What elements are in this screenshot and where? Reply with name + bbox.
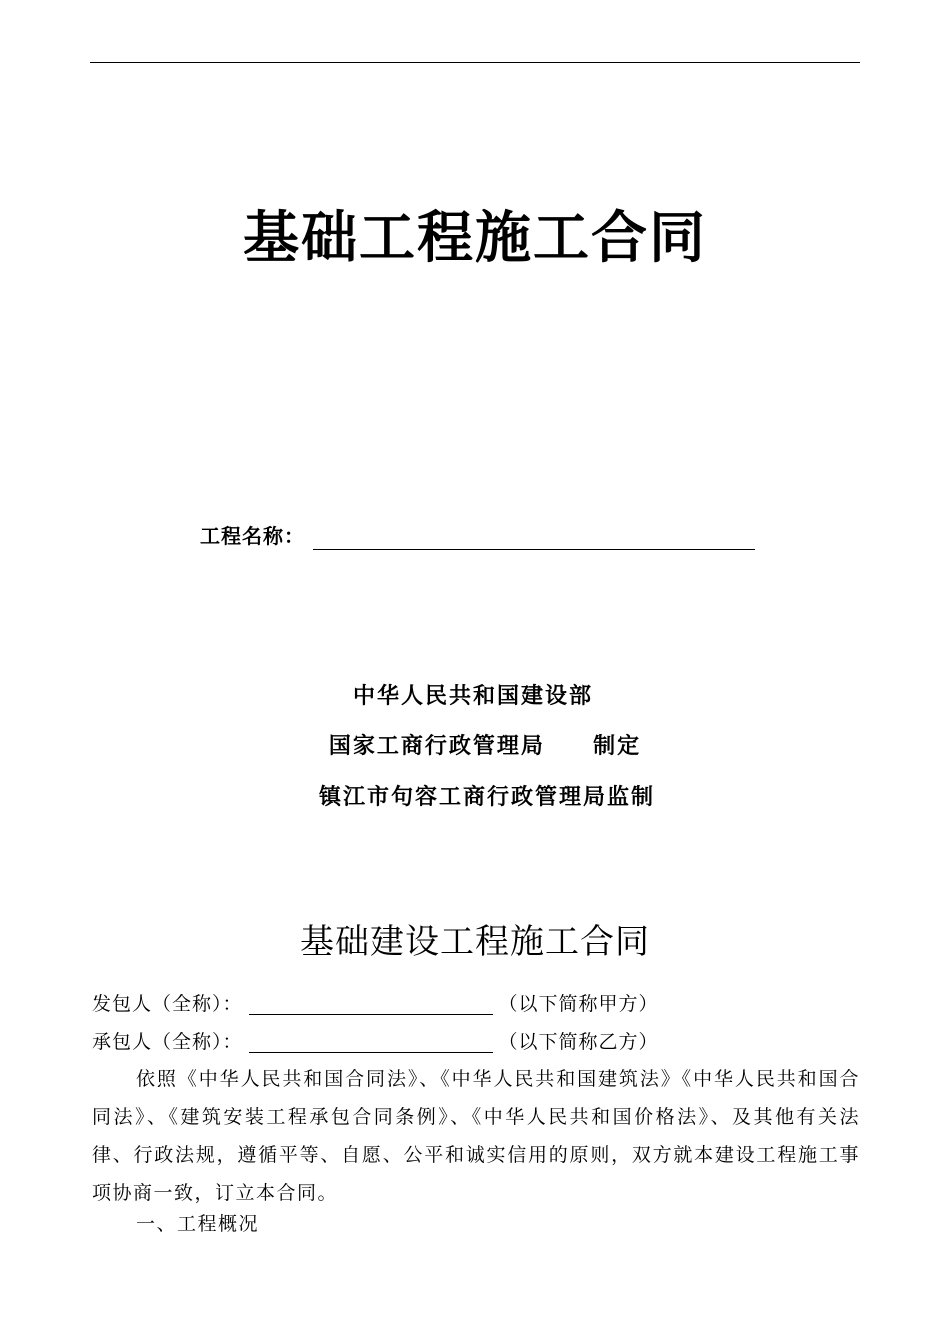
section-heading-project-overview: 一、工程概况 — [136, 1213, 260, 1235]
project-name-label: 工程名称： — [200, 524, 305, 548]
preamble-paragraph: 依照《中华人民共和国合同法》、《中华人民共和国建筑法》《中华人民共和国合同法》、《建筑安装工程承包合同条例》、《中华人民共和国价格法》、及其他有关法律、行政法规，遵循平等、自愿、公平和诚实信用的原则，双方就本建设工程施工事项协商一致，订立本合同。 — [92, 1068, 860, 1204]
cover-title: 基础工程施工合同 — [243, 205, 707, 271]
issuer-ministry: 中华人民共和国建设部 — [352, 684, 593, 709]
contractor-suffix: （以下简称乙方） — [498, 1031, 659, 1053]
employer-row — [92, 988, 659, 1018]
issuer-saic: 国家工商行政管理局 制定 — [328, 734, 642, 759]
contractor-name-field[interactable] — [249, 1030, 493, 1053]
employer-suffix: （以下简称甲方） — [498, 993, 659, 1015]
project-name-row — [200, 520, 755, 550]
employer-name-field[interactable] — [249, 992, 493, 1015]
project-name-field[interactable] — [313, 525, 755, 550]
contract-title: 基础建设工程施工合同 — [300, 922, 650, 962]
header-rule — [90, 62, 860, 63]
contractor-row — [92, 1026, 659, 1056]
employer-label: 发包人（全称）： — [92, 993, 243, 1015]
contractor-label: 承包人（全称）： — [92, 1031, 243, 1053]
issuer-supervisor: 镇江市句容工商行政管理局监制 — [318, 785, 655, 810]
